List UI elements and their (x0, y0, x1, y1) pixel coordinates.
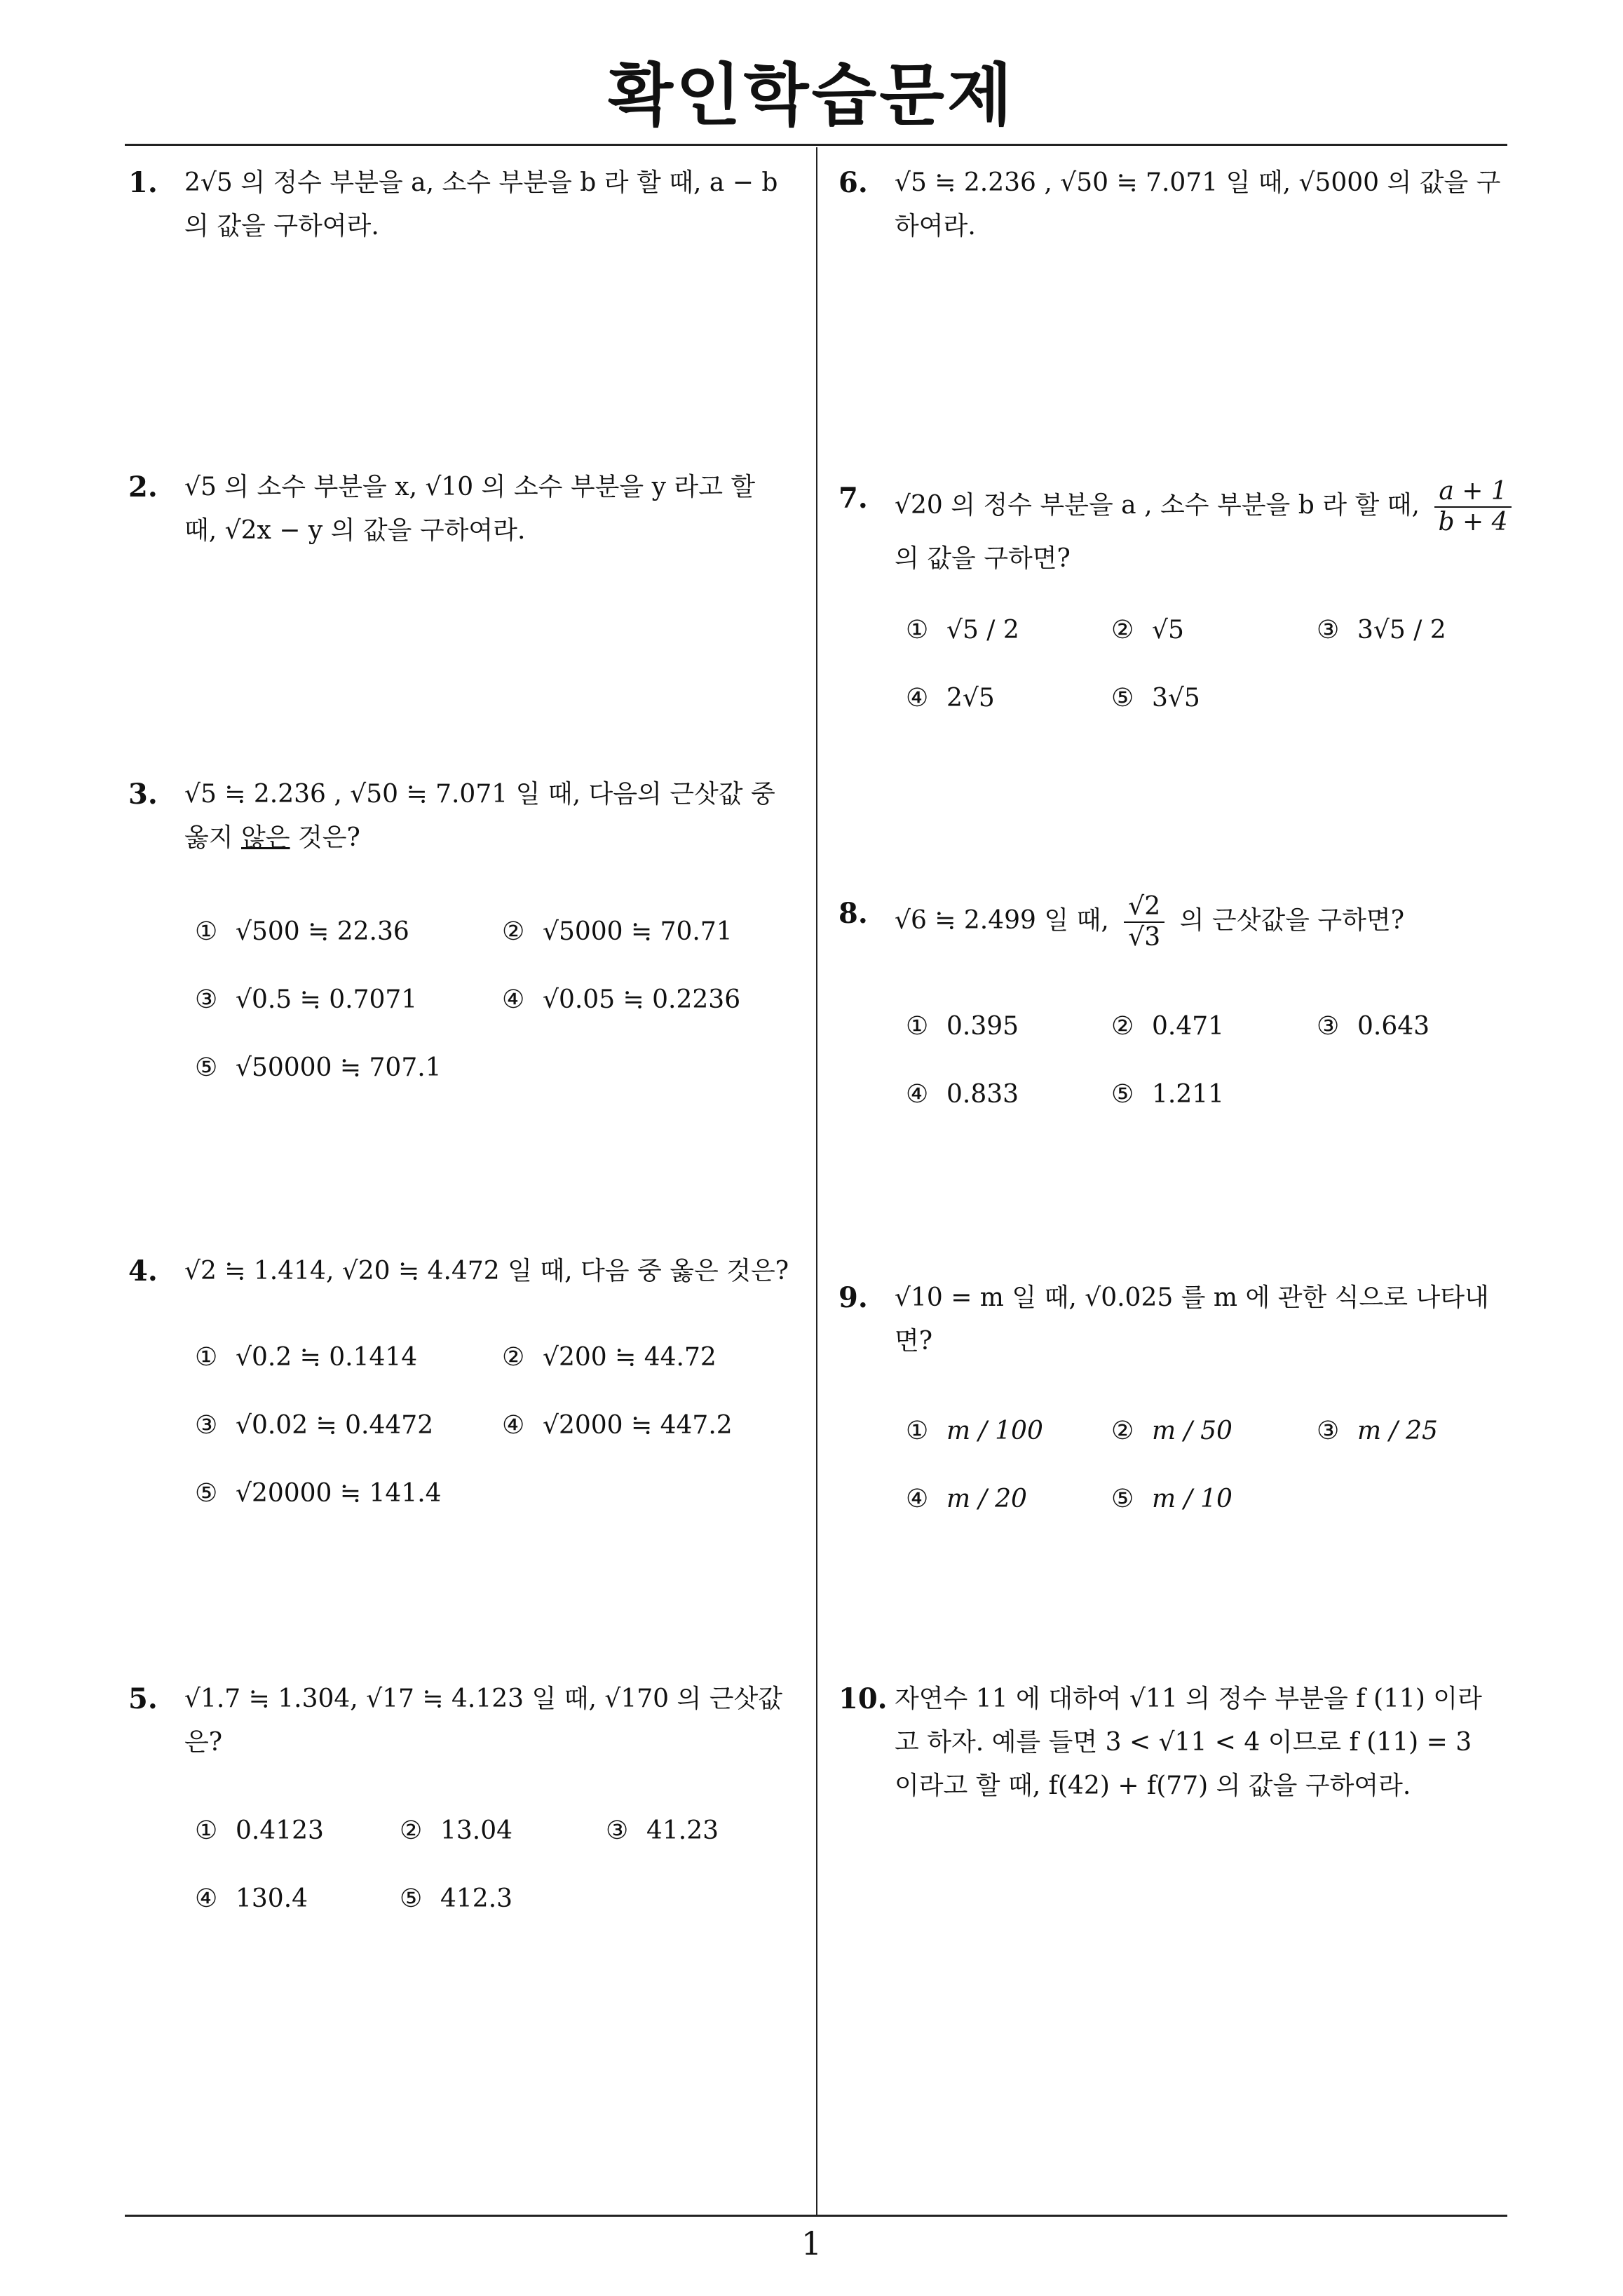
problem-number: 6. (838, 166, 868, 199)
problem-text: 2√5 의 정수 부분을 a, 소수 부분을 b 라 할 때, a − b (184, 168, 778, 197)
problem-7 (838, 477, 1512, 581)
bottom-rule (125, 2215, 1507, 2217)
choice-4: ④ m / 20 (906, 1485, 1027, 1513)
choice-5: ⑤ √20000 ≒ 141.4 (195, 1479, 442, 1508)
choice-1: ① √500 ≒ 22.36 (195, 917, 409, 946)
problem-text: 자연수 11 에 대하여 √11 의 정수 부분을 f (11) 이라 (895, 1684, 1482, 1713)
choice-4: ④ 2√5 (906, 684, 995, 713)
fraction: $\frac{a + 1}{b + 4}$ (1434, 477, 1511, 537)
choice-5: ⑤ 1.211 (1111, 1080, 1225, 1109)
choice-2: ② 0.471 (1111, 1012, 1225, 1041)
choice-3: ③ 3√5 / 2 (1317, 616, 1446, 644)
choice-1: ① √5 / 2 (906, 616, 1019, 644)
problem-2 (128, 466, 801, 553)
choice-4: ④ 0.833 (906, 1080, 1019, 1109)
choice-1: ① √0.2 ≒ 0.1414 (195, 1343, 418, 1372)
problem-text: √5 의 소수 부분을 x, √10 의 소수 부분을 y 라고 할 (184, 473, 756, 501)
problem-text: √5 ≒ 2.236 , √50 ≒ 7.071 일 때, √5000 의 값을 구 (895, 168, 1501, 197)
column-divider (816, 147, 817, 2216)
problem-3 (128, 773, 801, 860)
choice-5: ⑤ 3√5 (1111, 684, 1200, 713)
problem-text: √5 ≒ 2.236 , √50 ≒ 7.071 일 때, 다음의 근삿값 중 (184, 780, 775, 809)
page-title: 확인학습문제 (608, 56, 1015, 135)
choice-1: ① 0.395 (906, 1012, 1019, 1041)
problem-text: 이라고 할 때, f(42) + f(77) 의 값을 구하여라. (895, 1771, 1411, 1800)
problem-text: √20 의 정수 부분을 a , 소수 부분을 b 라 할 때, $\frac{a + 1}{b + 4}$ (895, 477, 1512, 537)
problem-text: 때, √2x − y 의 값을 구하여라. (184, 516, 526, 545)
problem-9 (838, 1276, 1512, 1363)
problem-5 (128, 1677, 801, 1764)
problem-text: 고 하자. 예를 들면 3 < √11 < 4 이므로 f (11) = 3 (895, 1728, 1472, 1757)
choice-5: ⑤ m / 10 (1111, 1485, 1232, 1513)
choice-3: ③ m / 25 (1317, 1417, 1438, 1445)
problem-1 (128, 161, 801, 248)
problem-text: 은? (184, 1728, 223, 1757)
choice-4: ④ 130.4 (195, 1884, 308, 1913)
problem-number: 7. (838, 482, 868, 515)
choice-3: ③ 41.23 (606, 1816, 719, 1845)
choice-3: ③ 0.643 (1317, 1012, 1430, 1041)
choice-1: ① m / 100 (906, 1417, 1043, 1445)
choice-2: ② 13.04 (400, 1816, 513, 1845)
choice-2: ② √200 ≒ 44.72 (502, 1343, 717, 1372)
problem-text: 면? (895, 1327, 933, 1356)
problem-number: 9. (838, 1281, 868, 1314)
problem-text: √6 ≒ 2.499 일 때, $\frac{√2}{√3}$ 의 근삿값을 구하면? (895, 892, 1404, 952)
choice-2: ② √5 (1111, 616, 1184, 644)
problem-number: 8. (838, 897, 868, 930)
problem-text: 하여라. (895, 212, 976, 241)
problem-8 (838, 892, 1512, 952)
choice-2: ② m / 50 (1111, 1417, 1232, 1445)
choice-4: ④ √0.05 ≒ 0.2236 (502, 985, 741, 1014)
problem-number: 10. (838, 1682, 888, 1715)
choice-5: ⑤ √50000 ≒ 707.1 (195, 1053, 442, 1082)
problem-text: 의 값을 구하면? (895, 544, 1071, 573)
emphasis-underline: 않은 (241, 823, 290, 852)
problem-number: 3. (128, 778, 158, 811)
problem-4 (128, 1250, 801, 1293)
problem-text: 의 값을 구하여라. (184, 212, 379, 241)
fraction: $\frac{√2}{√3}$ (1124, 892, 1164, 952)
problem-text: 옳지 않은 것은? (184, 823, 360, 852)
problem-text: √1.7 ≒ 1.304, √17 ≒ 4.123 일 때, √170 의 근삿값 (184, 1684, 783, 1713)
problem-number: 5. (128, 1682, 158, 1715)
top-rule (125, 144, 1507, 146)
problem-6 (838, 161, 1512, 248)
choice-5: ⑤ 412.3 (400, 1884, 513, 1913)
problem-10 (838, 1677, 1512, 1808)
problem-text: √2 ≒ 1.414, √20 ≒ 4.472 일 때, 다음 중 옳은 것은? (184, 1257, 789, 1285)
choice-2: ② √5000 ≒ 70.71 (502, 917, 733, 946)
choice-4: ④ √2000 ≒ 447.2 (502, 1411, 733, 1440)
problem-number: 4. (128, 1255, 158, 1288)
page-number: 1 (801, 2224, 822, 2262)
choice-3: ③ √0.5 ≒ 0.7071 (195, 985, 418, 1014)
problem-number: 1. (128, 166, 158, 199)
choice-3: ③ √0.02 ≒ 0.4472 (195, 1411, 434, 1440)
problem-text: √10 = m 일 때, √0.025 를 m 에 관한 식으로 나타내 (895, 1283, 1489, 1312)
problem-number: 2. (128, 471, 158, 504)
choice-1: ① 0.4123 (195, 1816, 324, 1845)
